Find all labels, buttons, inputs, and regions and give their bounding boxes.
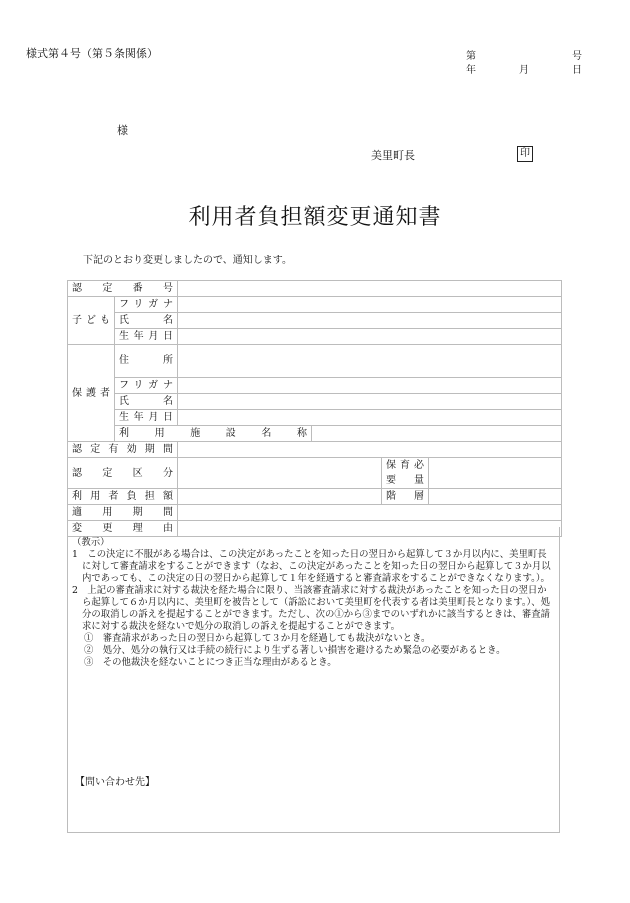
row-guardian-furigana: [68, 378, 562, 394]
row-burden: [68, 489, 562, 505]
label-care-need: 保育必要量: [386, 460, 424, 486]
info-table: [67, 280, 562, 537]
label-child-birthdate: 生年月日: [119, 331, 173, 342]
notice-heading: （教示）: [72, 537, 110, 548]
value-period[interactable]: [178, 505, 562, 521]
notice-subitem-3: ③ その他裁決を経ないことにつき正当な理由があるとき。: [84, 657, 337, 668]
value-cert-class[interactable]: [178, 458, 382, 489]
notice-item-2: 2 上記の審査請求に対する裁決を経た場合に限り、当該審査請求に対する裁決があったことを知った日の翌日から起算して６か月以内に、美里町を被告として（訴訟において美里町を代表する者は美里町長となります。）、処分の取消しの訴えを提起することができます。ただし、次の①から③までのいずれかに該当するときは、審査請求に対する裁決を経ないで処分の取消しの訴えを提起することができます。: [72, 585, 551, 632]
value-child-name[interactable]: [178, 313, 562, 329]
value-cert-number[interactable]: [178, 281, 562, 297]
notice-section: [67, 527, 560, 833]
row-validity: [68, 442, 562, 458]
label-validity: 認定有効期間: [72, 444, 173, 455]
notice-subitem-1: ① 審査請求があった日の翌日から起算して３か月を経過しても裁決がないとき。: [84, 633, 431, 644]
label-cert-number: 認定番号: [72, 283, 173, 294]
number-suffix: 号: [572, 51, 582, 62]
value-facility[interactable]: [312, 426, 562, 442]
number-prefix: 第: [466, 51, 476, 62]
seal-mark: 印: [517, 146, 533, 162]
label-burden: 利用者負担額: [72, 491, 173, 502]
label-child-name: 氏名: [119, 315, 173, 326]
label-tier: 階層: [386, 491, 424, 502]
label-period: 適用期間: [72, 507, 173, 518]
row-cert-number: [68, 281, 562, 297]
label-guardian-group: 保護者: [72, 387, 110, 399]
intro-text: 下記のとおり変更しましたので、通知します。: [83, 255, 292, 266]
notice-item-1: 1 この決定に不服がある場合は、この決定があったことを知った日の翌日から起算して３か月以内に、美里町長に対して審査請求をすることができます（なお、この決定があったことを知った日の翌日から起算して３か月以内であっても、この決定の日の翌日から起算して１年を経過すると審査請求をすることができなくなります。）。: [72, 549, 551, 584]
notice-subitem-2: ② 処分、処分の執行又は手続の続行により生ずる著しい損害を避けるため緊急の必要があるとき。: [84, 645, 506, 656]
row-guardian-address: [68, 345, 562, 378]
date-day: 日: [572, 65, 582, 76]
label-cert-class: 認定区分: [72, 467, 173, 479]
date-month: 月: [519, 65, 529, 76]
label-facility: 利用施設名称: [119, 428, 307, 439]
date-year: 年: [466, 65, 476, 76]
label-child-furigana: フリガナ: [119, 299, 173, 310]
label-reason: 変更理由: [72, 523, 173, 534]
row-child-furigana: [68, 297, 562, 313]
row-guardian-birthdate: [68, 410, 562, 426]
inquiry-label: 【問い合わせ先】: [75, 777, 155, 788]
label-guardian-address: 住所: [119, 355, 173, 366]
value-tier[interactable]: [429, 489, 562, 505]
value-child-birthdate[interactable]: [178, 329, 562, 345]
label-guardian-name: 氏名: [119, 396, 173, 407]
label-guardian-furigana: フリガナ: [119, 380, 173, 391]
row-guardian-name: [68, 394, 562, 410]
value-care-need[interactable]: [429, 458, 562, 489]
value-guardian-furigana[interactable]: [178, 378, 562, 394]
value-guardian-name[interactable]: [178, 394, 562, 410]
row-period: [68, 505, 562, 521]
value-validity[interactable]: [178, 442, 562, 458]
value-guardian-birthdate[interactable]: [178, 410, 562, 426]
form-number: 様式第４号（第５条関係）: [26, 47, 158, 60]
row-cert-class: [68, 458, 562, 489]
issuer-name: 美里町長: [371, 149, 415, 162]
row-child-name: [68, 313, 562, 329]
label-guardian-birthdate: 生年月日: [119, 412, 173, 423]
addressee-suffix: 様: [117, 124, 128, 137]
value-child-furigana[interactable]: [178, 297, 562, 313]
value-burden[interactable]: [178, 489, 382, 505]
document-title: 利用者負担額変更通知書: [188, 205, 442, 230]
value-guardian-address[interactable]: [178, 345, 562, 378]
row-facility: [68, 426, 562, 442]
label-child-group: 子ども: [72, 315, 110, 326]
row-child-birthdate: [68, 329, 562, 345]
